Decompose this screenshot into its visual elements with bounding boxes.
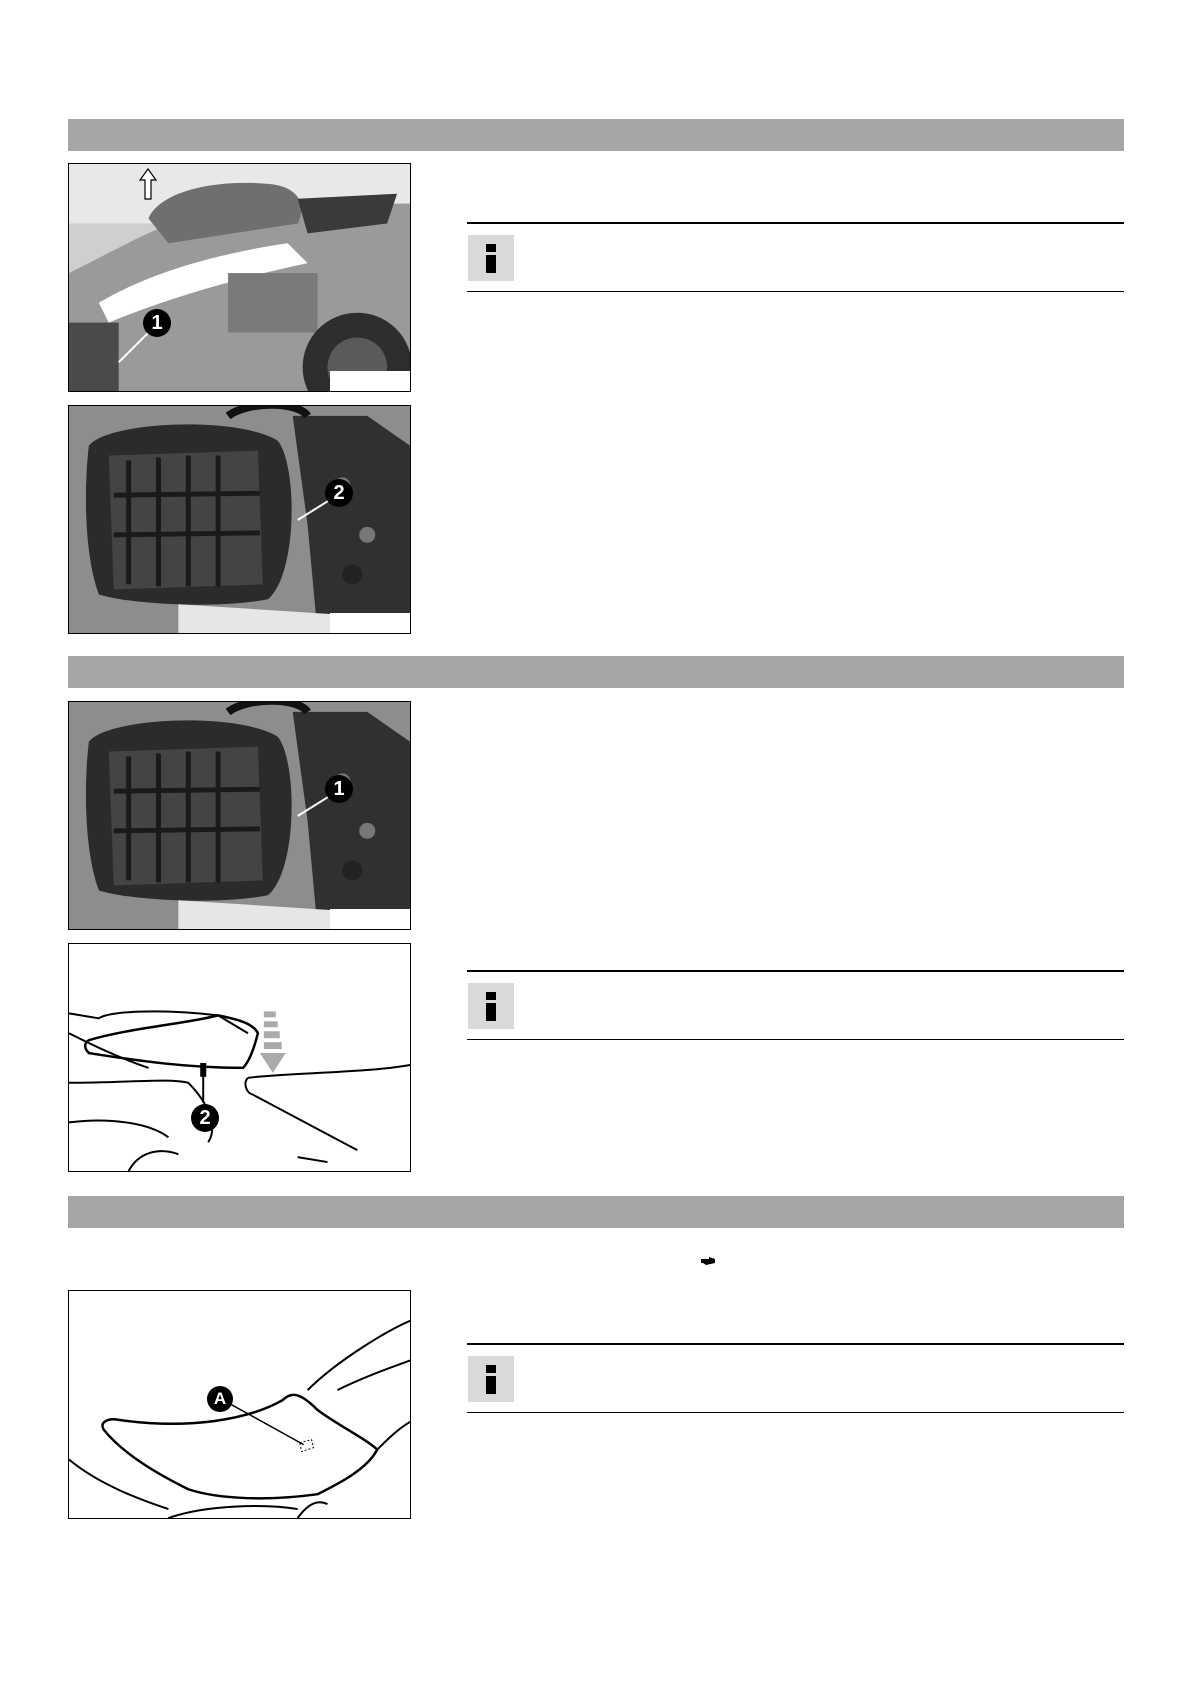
figure-seat-mounting-drawing	[68, 943, 411, 1172]
up-arrow-icon	[139, 168, 157, 200]
section-header-bar-3	[68, 1196, 1124, 1228]
pointing-hand-icon	[701, 1257, 715, 1265]
figure-id-label	[330, 371, 410, 391]
info-icon	[468, 1356, 514, 1402]
section-header-bar-2	[68, 656, 1124, 688]
callout-1: 1	[143, 309, 171, 337]
section-header-bar-1	[68, 119, 1124, 151]
figure-id-label	[330, 613, 410, 633]
callout-1: 1	[325, 775, 353, 803]
callout-2: 2	[191, 1104, 219, 1132]
figure-seat-removal-photo	[68, 163, 411, 392]
callout-a: A	[207, 1386, 233, 1412]
info-icon	[468, 235, 514, 281]
info-note-1	[467, 222, 1124, 292]
info-note-2	[467, 970, 1124, 1040]
callout-2: 2	[325, 479, 353, 507]
info-note-3	[467, 1343, 1124, 1413]
figure-seat-underside-photo	[68, 701, 411, 930]
info-icon	[468, 983, 514, 1029]
figure-seat-marking-drawing	[68, 1290, 411, 1519]
figure-id-label	[330, 909, 410, 929]
figure-seat-underside-photo	[68, 405, 411, 634]
